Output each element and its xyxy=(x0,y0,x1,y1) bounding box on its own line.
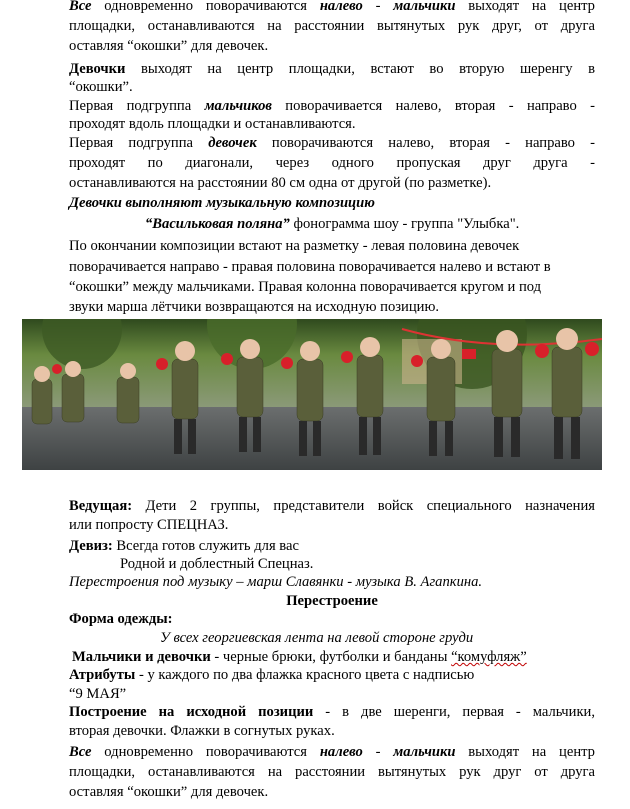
para5-line3: “окошки” между мальчиками. Правая колонна поворачивается кругом и под xyxy=(69,279,542,295)
para5-line2: поворачивается направо - правая половина поворачивается налево и встают в xyxy=(69,259,551,275)
girls-emph: девочек xyxy=(208,135,257,151)
text: - xyxy=(362,744,394,760)
text: поворачивается налево, вторая - направо - xyxy=(271,98,595,114)
attributes-label: Атрибуты xyxy=(69,667,136,683)
dress-code-text: Форма одежды: xyxy=(69,611,173,627)
rebuild-heading xyxy=(69,593,595,610)
motto-line2: Родной и доблестный Спецназ. xyxy=(120,556,314,572)
start-position-line2: вторая девочки. Флажки в согнутых руках. xyxy=(69,723,335,739)
final-para-line2: площадки, останавливаются на расстоянии вытянутых рук друг от друга xyxy=(69,764,595,780)
para5-line1: По окончании композиции встают на разметку - левая половина девочек xyxy=(69,238,520,254)
para1-vse: Все xyxy=(69,0,92,14)
rebuild-heading-text: Перестроение xyxy=(286,593,378,609)
ribbon-note xyxy=(160,630,630,647)
host-label: Ведущая: xyxy=(69,498,133,514)
motto-line1 xyxy=(69,538,595,555)
photo-scene xyxy=(22,319,602,470)
ribbon-note-text: У всех георгиевская лента на левой стороне груди xyxy=(160,630,474,646)
start-position-label: Построение на исходной позиции xyxy=(69,704,314,720)
para1-line1 xyxy=(69,0,595,15)
para1-line3: оставляя “окошки” для девочек. xyxy=(69,38,269,54)
boys-emph: мальчиков xyxy=(204,98,272,114)
text: Первая подгруппа xyxy=(69,98,205,114)
text: Дети 2 группы, представители войск специального назначения xyxy=(132,498,595,514)
final-vse: Все xyxy=(69,744,92,760)
music-note xyxy=(69,574,595,591)
music-note-text: Перестроения под музыку – марш Славянки - музыка В. Агапкина. xyxy=(69,574,483,590)
para1-line2: площадки, останавливаются на расстоянии вытянутых рук друг, от друга xyxy=(69,18,595,34)
girls-label: Девочки xyxy=(69,61,126,77)
dress-code-label xyxy=(69,611,595,628)
para4-line1 xyxy=(69,135,595,152)
text: одновременно поворачиваются xyxy=(91,0,320,14)
text: - xyxy=(362,0,394,14)
text: выходят на центр xyxy=(455,0,595,14)
para1-malchiki: мальчики xyxy=(393,0,456,14)
composition-title xyxy=(145,216,605,233)
final-malchiki: мальчики xyxy=(393,744,456,760)
para3-line1 xyxy=(69,98,595,115)
final-para-line1 xyxy=(69,744,595,761)
para4-line3: останавливаются на расстоянии 80 см одна от другой (по разметке). xyxy=(69,175,492,191)
song-subtitle: фонограмма шоу - группа "Улыбка". xyxy=(289,216,520,232)
motto-label: Девиз: xyxy=(69,538,113,554)
song-title: “Васильковая поляна” xyxy=(145,216,290,232)
start-position-line1 xyxy=(69,704,595,721)
text: - черные брюки, футболки и банданы xyxy=(210,649,452,665)
final-nalevo: налево xyxy=(319,744,363,760)
text: Всегда готов служить для вас xyxy=(112,538,299,554)
para3-line2: проходят вдоль площадки и останавливаются. xyxy=(69,116,356,132)
composition-heading-text: Девочки выполняют музыкальную композицию xyxy=(69,195,375,211)
attributes-line1 xyxy=(69,667,595,684)
host-line1 xyxy=(69,498,595,515)
text: Первая подгруппа xyxy=(69,135,209,151)
para2-line1 xyxy=(69,61,595,78)
text: выходят на центр площадки, встают во вторую шеренгу в xyxy=(125,61,595,77)
camo-word: “комуфляж” xyxy=(451,649,527,665)
text: - в две шеренги, первая - мальчики, xyxy=(313,704,595,720)
para1-nalevo: налево xyxy=(319,0,363,14)
para4-line2: проходят по диагонали, через одного пропуская друг друга - xyxy=(69,155,595,171)
text: выходят на центр xyxy=(455,744,595,760)
para2-line2: “окошки”. xyxy=(69,79,133,95)
boys-girls-label: Мальчики и девочки xyxy=(72,649,211,665)
para5-line4: звуки марша лётчики возвращаются на исходную позицию. xyxy=(69,299,440,315)
attributes-line2: “9 МАЯ” xyxy=(69,686,127,702)
text: одновременно поворачиваются xyxy=(91,744,320,760)
children-parade-photo xyxy=(22,319,602,470)
text: поворачиваются налево, вторая - направо - xyxy=(256,135,595,151)
text: - у каждого по два флажка красного цвета с надписью xyxy=(135,667,475,683)
composition-heading xyxy=(69,195,595,212)
host-line2: или попросту СПЕЦНАЗ. xyxy=(69,517,229,533)
boys-girls-line xyxy=(72,649,598,666)
final-para-line3: оставляя “окошки” для девочек. xyxy=(69,784,269,800)
